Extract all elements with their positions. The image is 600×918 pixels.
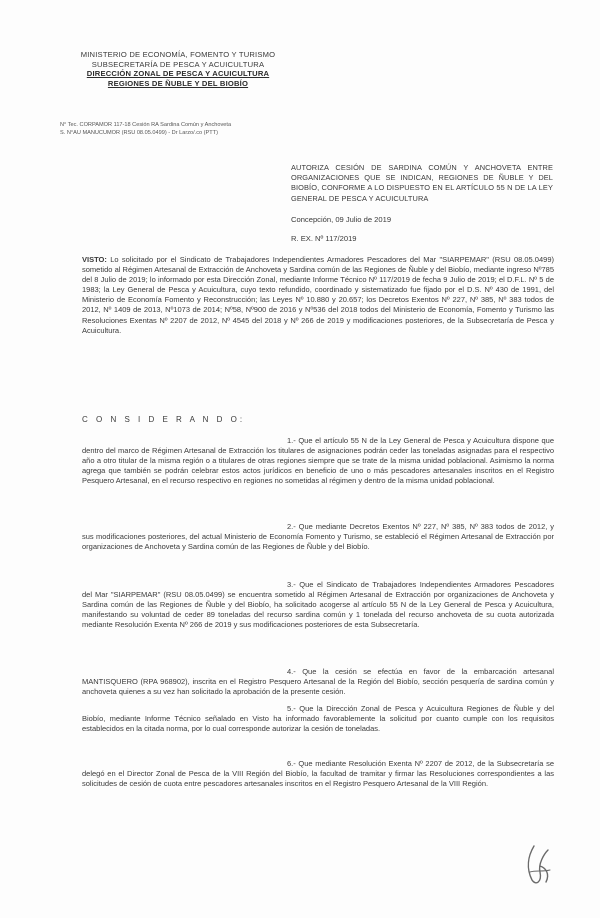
- considerando-3: 3.- Que el Sindicato de Trabajadores Independientes Armadores Pescadores del Mar "SIARPEMAR" (RSU 08.05.0499) se encuentra sometido al Régimen Artesanal de Extracción por organizaciones de Anchoveta y Sardina común de las Regiones de Ñuble y del Biobío, ha solicitado acogerse al artículo 55 N de la Ley General de Pesca y Acuicultura, manifestando su voluntad de ceder 89 toneladas del recurso sardina común y 1 tonelada del recurso anchoveta de su cuota autorizada mediante Resolución Exenta Nº 266 de 2019 y sus modificaciones posteriores de esta Subsecretaría.: [82, 580, 554, 630]
- reference-line-1: N° Tec. CORPAMOR 117-18 Cesión RA Sardina Común y Anchoveta: [60, 122, 232, 128]
- considerando-heading: C O N S I D E R A N D O:: [82, 415, 246, 424]
- reference-block: [60, 121, 320, 137]
- visto-paragraph: [82, 255, 554, 336]
- zonal-direction-name: DIRECCIÓN ZONAL DE PESCA Y ACUICULTURA: [86, 69, 270, 78]
- considerando-4: 4.- Que la cesión se efectúa en favor de la embarcación artesanal MANTISQUERO (RPA 968902), inscrita en el Registro Pesquero Artesanal de la Región del Biobío, sección pesquería de sardina común y anchoveta quienes a su vez han solicitado la aprobación de la presente cesión.: [82, 667, 554, 697]
- considerando-2: 2.- Que mediante Decretos Exentos Nº 227, Nº 385, Nº 383 todos de 2012, y sus modificaciones posteriores, del actual Ministerio de Economía Fomento y Turismo, se estableció el Régimen Artesanal de Extracción por organizaciones de Anchoveta y Sardina común de las Regiones de Ñuble y del Biobío.: [82, 522, 554, 552]
- considerando-1: 1.- Que el artículo 55 N de la Ley General de Pesca y Acuicultura dispone que dentro del marco de Régimen Artesanal de Extracción los titulares de asignaciones podrán ceder las toneladas asignadas para el respectivo año a otro titular de la misma región o a titulares de otras regiones siempre que se trate de la misma unidad poblacional. Asimismo la norma agrega que también se podrán celebrar estos actos jurídicos en beneficio de uno o más pescadores artesanales inscritos en el Registro Pesquero Artesanal, en el recurso respectivo en regiones no sometidas al régimen y dentro de la misma unidad poblacional.: [82, 436, 554, 486]
- resolution-title: AUTORIZA CESIÓN DE SARDINA COMÚN Y ANCHOVETA ENTRE ORGANIZACIONES QUE SE INDICAN, REGIONES DE ÑUBLE Y DEL BIOBÍO, CONFORME A LO DISPUESTO EN EL ARTÍCULO 55 N DE LA LEY GENERAL DE PESCA Y ACUICULTURA: [291, 163, 553, 203]
- signature-icon: [520, 842, 556, 888]
- resolution-number: R. EX. Nº 117/2019: [291, 234, 357, 243]
- signature-mark: [520, 842, 556, 888]
- visto-text: Lo solicitado por el Sindicato de Trabajadores Independientes Armadores Pescadores del Mar "SIARPEMAR" (RSU 08.05.0499) sometido al Régimen Artesanal de Extracción de Anchoveta y Sardina común de las Regiones de Ñuble y del Biobío, mediante ingreso Nº785 del 8 Julio de 2019; lo informado por esta Dirección Zonal, mediante Informe Técnico Nº 117/2019 de fecha 9 Julio de 2019; el D.F.L. Nº 5 de 1983; la Ley General de Pesca y Acuicultura, cuyo texto refundido, coordinado y sistematizado fue fijado por el D.S. Nº 430 de 1991, del Ministerio de Economía Fomento y Reconstrucción; las Leyes Nº 10.880 y 20.657; los Decretos Exentos Nº 227, Nº 385, Nº 383 todos de 2012, Nº 1409 de 2013, Nº1073 de 2014; Nº58, Nº900 de 2016 y Nº536 del 2018 todos del Ministerio de Economía, Fomento y Turismo las Resoluciones Exentas Nº 2207 de 2012, Nº 4545 del 2018 y Nº 266 de 2019 y modificaciones posteriores, de la Subsecretaría de Pesca y Acuicultura.: [82, 255, 554, 335]
- reference-line-2: S. N°AU MANUCUMOR (RSU 08.05.0499) - Dr Larzo/.co (PTT): [60, 130, 218, 136]
- subsecretariat-name: SUBSECRETARÍA DE PESCA Y ACUICULTURA: [91, 59, 265, 69]
- visto-label: VISTO:: [82, 255, 107, 264]
- considerando-5: 5.- Que la Dirección Zonal de Pesca y Acuicultura Regiones de Ñuble y del Biobío, mediante Informe Técnico señalado en Visto ha informado favorablemente la solicitud por cuanto cumple con los requisitos establecidos en la citada norma, por lo cual corresponde autorizar la cesión de toneladas.: [82, 704, 554, 734]
- considerando-6: 6.- Que mediante Resolución Exenta Nº 2207 de 2012, de la Subsecretaría se delegó en el Director Zonal de Pesca de la VIII Región del Biobío, la facultad de tramitar y firmar las Resoluciones correspondientes a las solicitudes de cesión de cuota entre pescadores artesanales inscritos en el Registro Pesquero Artesanal de la VIII Región.: [82, 759, 554, 789]
- regions-name: REGIONES DE ÑUBLE Y DEL BIOBÍO: [107, 78, 249, 88]
- place-date: Concepción, 09 Julio de 2019: [291, 215, 392, 224]
- letterhead: [46, 50, 310, 88]
- ministry-name: MINISTERIO DE ECONOMÍA, FOMENTO Y TURISMO: [80, 50, 276, 59]
